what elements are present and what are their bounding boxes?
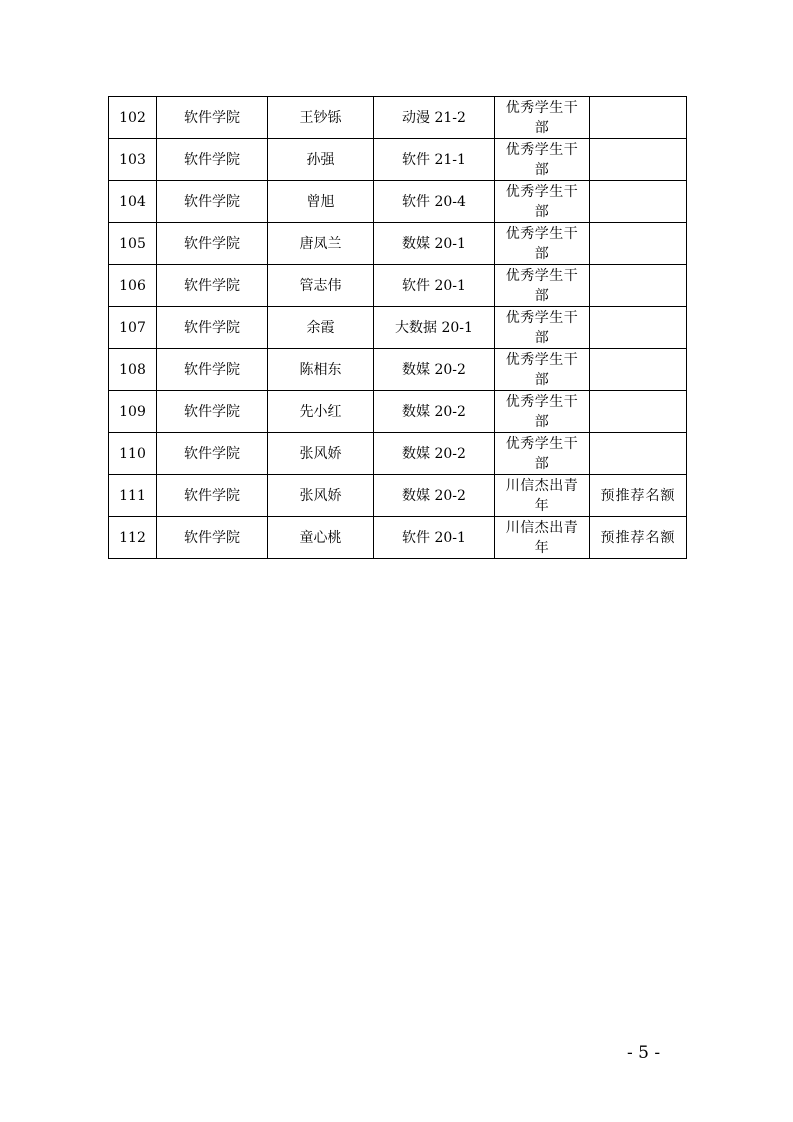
award-cell <box>495 181 590 223</box>
college-cell: 软件学院 <box>157 223 268 265</box>
class-cell: 数媒 20-2 <box>374 475 495 517</box>
award-list-table <box>108 96 687 559</box>
class-cell: 软件 20-4 <box>374 181 495 223</box>
row-number-cell: 106 <box>109 265 157 307</box>
note-cell <box>590 433 687 475</box>
student-name-cell: 张风娇 <box>268 475 374 517</box>
college-cell: 软件学院 <box>157 97 268 139</box>
note-cell <box>590 349 687 391</box>
class-cell: 动漫 21-2 <box>374 97 495 139</box>
award-cell <box>495 265 590 307</box>
table-row <box>109 349 687 391</box>
award-cell <box>495 517 590 559</box>
table-row <box>109 475 687 517</box>
award-cell <box>495 139 590 181</box>
award-text: 川信杰出青年 <box>505 519 579 556</box>
row-number-cell: 111 <box>109 475 157 517</box>
award-cell <box>495 97 590 139</box>
award-text: 优秀学生干部 <box>505 351 579 388</box>
college-cell: 软件学院 <box>157 391 268 433</box>
table-row <box>109 181 687 223</box>
college-cell: 软件学院 <box>157 349 268 391</box>
note-cell <box>590 223 687 265</box>
award-text: 川信杰出青年 <box>505 477 579 514</box>
college-cell: 软件学院 <box>157 307 268 349</box>
college-cell: 软件学院 <box>157 475 268 517</box>
award-text: 优秀学生干部 <box>505 99 579 136</box>
note-cell <box>590 265 687 307</box>
note-cell <box>590 181 687 223</box>
table-row <box>109 97 687 139</box>
student-name-cell: 先小红 <box>268 391 374 433</box>
class-cell: 数媒 20-2 <box>374 349 495 391</box>
note-cell: 预推荐名额 <box>590 517 687 559</box>
class-cell: 软件 20-1 <box>374 265 495 307</box>
row-number-cell: 108 <box>109 349 157 391</box>
student-name-cell: 曾旭 <box>268 181 374 223</box>
note-cell <box>590 307 687 349</box>
award-text: 优秀学生干部 <box>505 393 579 430</box>
award-text: 优秀学生干部 <box>505 141 579 178</box>
college-cell: 软件学院 <box>157 181 268 223</box>
note-cell: 预推荐名额 <box>590 475 687 517</box>
award-cell <box>495 307 590 349</box>
row-number-cell: 109 <box>109 391 157 433</box>
row-number-cell: 103 <box>109 139 157 181</box>
award-cell <box>495 433 590 475</box>
award-text: 优秀学生干部 <box>505 309 579 346</box>
page-number: - 5 - <box>627 1043 661 1063</box>
award-cell <box>495 349 590 391</box>
student-name-cell: 孙强 <box>268 139 374 181</box>
award-text: 优秀学生干部 <box>505 267 579 304</box>
student-name-cell: 余霞 <box>268 307 374 349</box>
class-cell: 软件 21-1 <box>374 139 495 181</box>
award-text: 优秀学生干部 <box>505 183 579 220</box>
college-cell: 软件学院 <box>157 265 268 307</box>
table-row <box>109 265 687 307</box>
award-cell <box>495 223 590 265</box>
college-cell: 软件学院 <box>157 139 268 181</box>
table-row <box>109 391 687 433</box>
row-number-cell: 104 <box>109 181 157 223</box>
note-cell <box>590 139 687 181</box>
class-cell: 数媒 20-2 <box>374 433 495 475</box>
row-number-cell: 107 <box>109 307 157 349</box>
table-row <box>109 307 687 349</box>
note-cell <box>590 97 687 139</box>
student-name-cell: 张风娇 <box>268 433 374 475</box>
student-name-cell: 童心桃 <box>268 517 374 559</box>
table-row <box>109 433 687 475</box>
row-number-cell: 105 <box>109 223 157 265</box>
note-cell <box>590 391 687 433</box>
class-cell: 数媒 20-1 <box>374 223 495 265</box>
college-cell: 软件学院 <box>157 517 268 559</box>
row-number-cell: 110 <box>109 433 157 475</box>
row-number-cell: 112 <box>109 517 157 559</box>
award-cell <box>495 391 590 433</box>
class-cell: 数媒 20-2 <box>374 391 495 433</box>
class-cell: 软件 20-1 <box>374 517 495 559</box>
award-text: 优秀学生干部 <box>505 225 579 262</box>
award-text: 优秀学生干部 <box>505 435 579 472</box>
table-row <box>109 517 687 559</box>
college-cell: 软件学院 <box>157 433 268 475</box>
row-number-cell: 102 <box>109 97 157 139</box>
student-name-cell: 王钞铄 <box>268 97 374 139</box>
table-row <box>109 139 687 181</box>
student-name-cell: 陈相东 <box>268 349 374 391</box>
award-cell <box>495 475 590 517</box>
student-name-cell: 唐凤兰 <box>268 223 374 265</box>
table-body <box>109 97 687 559</box>
table-row <box>109 223 687 265</box>
student-name-cell: 管志伟 <box>268 265 374 307</box>
class-cell: 大数据 20-1 <box>374 307 495 349</box>
